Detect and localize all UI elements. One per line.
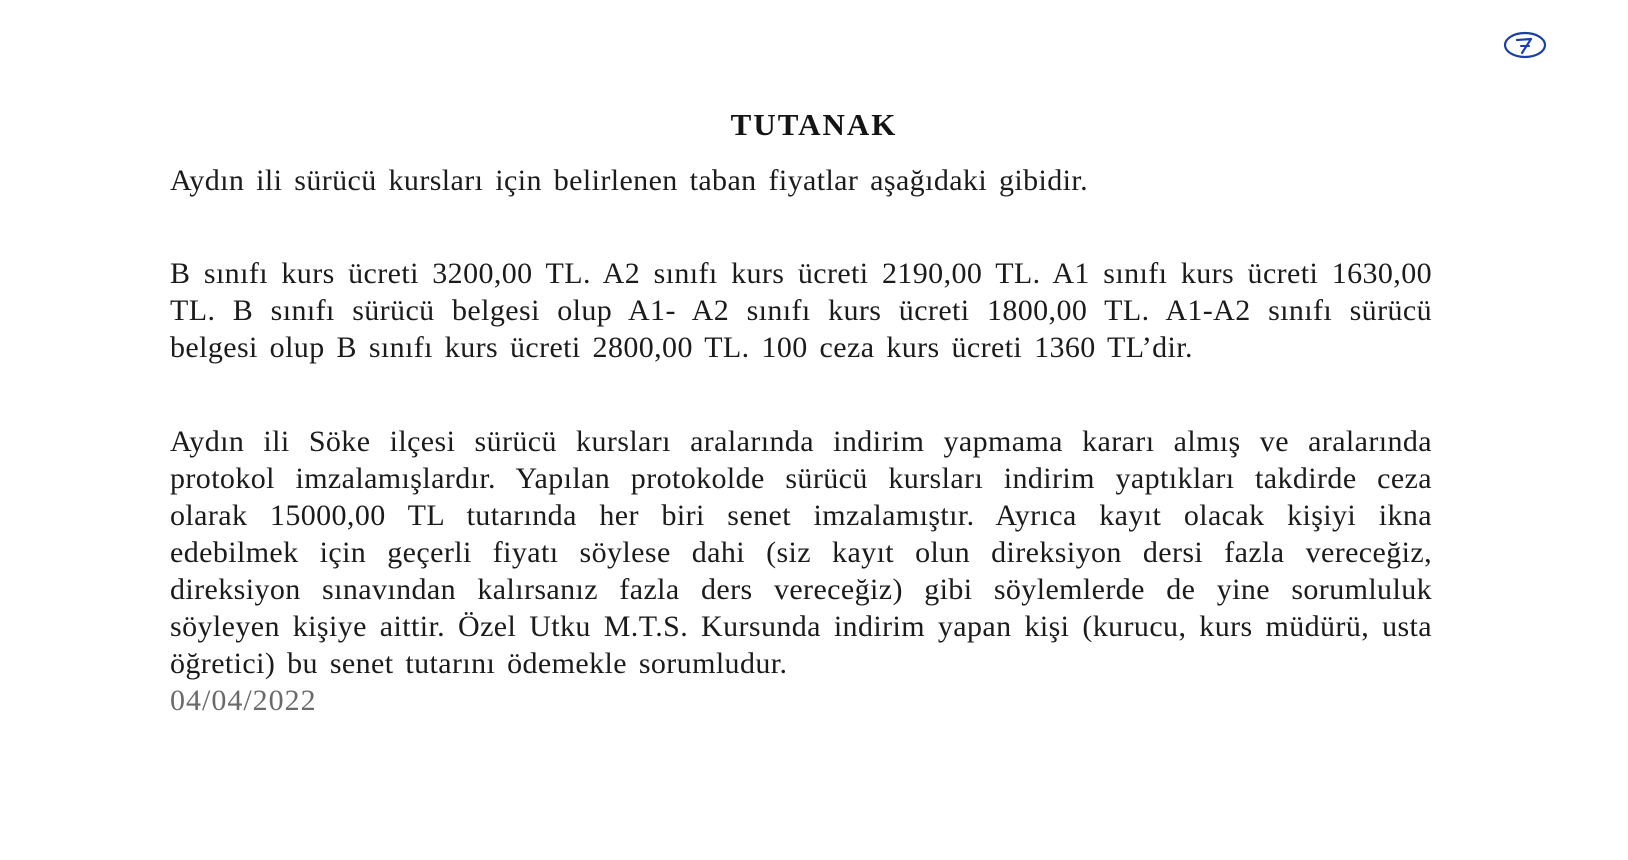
price-list-paragraph: B sınıfı kurs ücreti 3200,00 TL. A2 sınıfı kurs ücreti 2190,00 TL. A1 sınıfı kurs ücreti 1630,00 TL. B sınıfı sürücü belgesi olup A1- A2 sınıfı kurs ücreti 1800,00 TL. A1-A2 sınıfı sürücü belgesi olup B sınıfı kurs ücreti 2800,00 TL. 100 ceza kurs ücreti 1360 TL’dir. — [170, 257, 1432, 364]
document-title: TUTANAK — [730, 107, 898, 142]
circled-number-icon — [1503, 30, 1547, 60]
protocol-text: Aydın ili Söke ilçesi sürücü kursları aralarında indirim yapmama kararı almış ve aralarında protokol imzalamışlardır. Yapılan protokolde sürücü kursları indirim yaptıkları takdirde ceza olarak 15000,00 TL tutarında her biri senet imzalamıştır. Ayrıca kayıt olacak kişiyi ikna edebilmek için geçerli fiyatı söylese dahi (siz kayıt olun direksiyon dersi fazla vereceğiz, direksiyon sınavından kalırsanız fazla ders vereceğiz) gibi söylemlerde de yine sorumluluk söyleyen kişiye aittir. Özel Utku M.T.S. Kursunda indirim yapan kişi (kurucu, kurs müdürü, usta öğretici) bu senet tutarını ödemekle sorumludur. — [170, 425, 1432, 680]
document-date: 04/04/2022 — [170, 684, 317, 717]
intro-paragraph: Aydın ili sürücü kursları için belirlenen taban fiyatlar aşağıdaki gibidir. — [170, 164, 1089, 197]
handwritten-page-number — [1503, 30, 1547, 60]
protocol-paragraph — [170, 423, 1432, 719]
